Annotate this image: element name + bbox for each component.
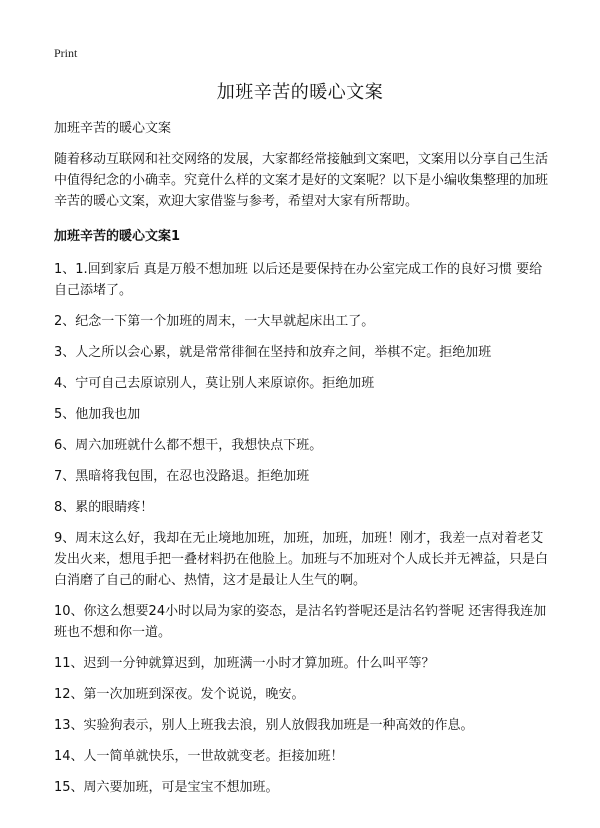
list-item: 5、他加我也加: [54, 407, 141, 422]
document-body: [54, 118, 554, 808]
list-item: 15、周六要加班，可是宝宝不想加班。: [54, 780, 279, 795]
list-item: 4、宁可自己去原谅别人，莫让别人来原谅你。拒绝加班: [54, 376, 375, 391]
list-item: 10、你这么想要24小时以局为家的姿态，是沽名钓誉呢还是沽名钓誉呢 还害得我连加班也不想和你一道。: [54, 604, 547, 640]
print-label[interactable]: Print: [54, 46, 78, 60]
list-item: 8、累的眼睛疼！: [54, 500, 154, 515]
section-heading: 加班辛苦的暖心文案1: [54, 229, 181, 244]
list-item: 13、实验狗表示，别人上班我去浪，别人放假我加班是一种高效的作息。: [54, 718, 474, 733]
list-item: 1、1.回到家后 真是万般不想加班 以后还是要保持在办公室完成工作的良好习惯 要给自己添堵了。: [54, 262, 543, 298]
document-subtitle: 加班辛苦的暖心文案: [54, 121, 172, 136]
list-item: 7、黑暗将我包围，在忍也没路退。拒绝加班: [54, 469, 310, 484]
list-item: 9、周末这么好，我却在无止境地加班，加班，加班，加班！刚才，我差一点对着老艾发出火来，想甩手把一叠材料扔在他脸上。加班与不加班对个人成长并无裨益，只是白白消磨了自己的耐心、热情，这才是最让人生气的啊。: [54, 531, 549, 588]
page-title: 加班辛苦的暖心文案: [216, 82, 384, 103]
list-item: 14、人一简单就快乐，一世故就变老。拒接加班！: [54, 749, 344, 764]
list-item: 2、纪念一下第一个加班的周末，一大早就起床出工了。: [54, 314, 375, 329]
list-item: 3、人之所以会心累，就是常常徘徊在坚持和放弃之间，举棋不定。拒绝加班: [54, 345, 492, 360]
list-item: 11、迟到一分钟就算迟到，加班满一小时才算加班。什么叫平等？: [54, 656, 435, 671]
intro-paragraph: 随着移动互联网和社交网络的发展，大家都经常接触到文案吧，文案用以分享自己生活中值得纪念的小确幸。究竟什么样的文案才是好的文案呢？以下是小编收集整理的加班辛苦的暖心文案，欢迎大家借鉴与参考，希望对大家有所帮助。: [54, 152, 549, 209]
list-item: 12、第一次加班到深夜。发个说说，晚安。: [54, 687, 305, 702]
list-item: 6、周六加班就什么都不想干，我想快点下班。: [54, 438, 323, 453]
